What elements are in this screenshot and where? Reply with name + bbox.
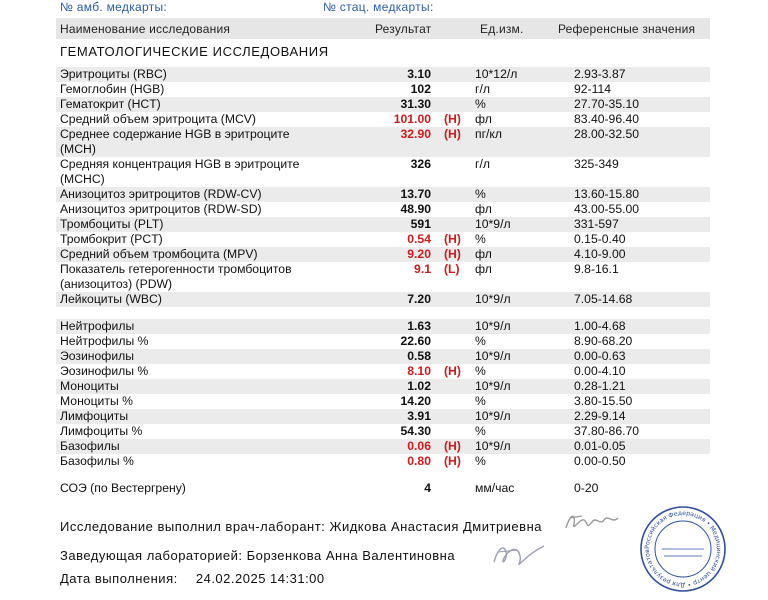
- row-unit: %: [475, 424, 486, 438]
- table-row: [56, 379, 710, 394]
- row-reference: 37.80-86.70: [574, 424, 640, 438]
- row-name: Гематокрит (HCT): [60, 97, 161, 111]
- row-flag: (H): [444, 454, 461, 468]
- row-value: 9.20: [407, 247, 431, 261]
- row-name: Средняя концентрация HGB в эритроците (MCHC): [60, 157, 300, 186]
- row-reference: 2.93-3.87: [574, 67, 626, 81]
- row-reference: 2.29-9.14: [574, 409, 626, 423]
- row-name: Среднее содержание HGB в эритроците (MCH): [60, 127, 290, 156]
- row-value: 13.70: [400, 187, 431, 201]
- table-header: [56, 18, 710, 39]
- row-unit: 10*9/л: [475, 319, 511, 333]
- row-unit: 10*9/л: [475, 439, 511, 453]
- row-name: Эритроциты (RBC): [60, 67, 167, 81]
- row-unit: 10*12/л: [475, 67, 518, 81]
- table-row: [56, 67, 710, 82]
- row-reference: 8.90-68.20: [574, 334, 633, 348]
- row-value: 22.60: [400, 334, 431, 348]
- row-value: 0.06: [407, 439, 431, 453]
- table-row: [56, 217, 710, 232]
- row-flag: (H): [444, 127, 461, 141]
- row-unit: г/л: [475, 157, 490, 171]
- results-table: [56, 67, 710, 469]
- row-value: 326: [410, 157, 431, 171]
- row-reference: 13.60-15.80: [574, 187, 640, 201]
- row-name: Нейтрофилы: [60, 319, 135, 333]
- stac-card-label: № стац. медкарты:: [323, 0, 434, 14]
- row-unit: 10*9/л: [475, 409, 511, 423]
- table-row: [56, 349, 710, 364]
- row-unit: %: [475, 334, 486, 348]
- top-card-labels: [0, 0, 768, 14]
- row-unit: %: [475, 97, 486, 111]
- row-reference: 28.00-32.50: [574, 127, 640, 141]
- row-unit: фл: [475, 112, 492, 126]
- row-value: 0.80: [407, 454, 431, 468]
- row-value: 9.1: [414, 262, 431, 276]
- row-name: Анизоцитоз эритроцитов (RDW-SD): [60, 202, 262, 216]
- row-value: 101.00: [393, 112, 431, 126]
- row-reference: 4.10-9.00: [574, 247, 626, 261]
- row-name: Анизоцитоз эритроцитов (RDW-CV): [60, 187, 262, 201]
- row-value: 14.20: [400, 394, 431, 408]
- table-row: [56, 202, 710, 217]
- header-units: Ед.изм.: [480, 22, 524, 36]
- row-name: Средний объем тромбоцита (MPV): [60, 247, 258, 261]
- table-row: [56, 319, 710, 334]
- table-row: [56, 112, 710, 127]
- row-unit: г/л: [475, 82, 490, 96]
- performer-name: Жидкова Анастасия Дмитриевна: [329, 519, 542, 534]
- row-value: 7.20: [407, 292, 431, 306]
- table-row: [56, 82, 710, 97]
- row-value: 54.30: [400, 424, 431, 438]
- row-name: Эозинофилы %: [60, 364, 149, 378]
- row-flag: (H): [444, 439, 461, 453]
- row-reference: 0.00-0.50: [574, 454, 626, 468]
- row-value: 3.91: [407, 409, 431, 423]
- row-reference: 0.00-0.63: [574, 349, 626, 363]
- row-reference: 83.40-96.40: [574, 112, 640, 126]
- row-reference: 331-597: [574, 217, 619, 231]
- header-result: Результат: [375, 22, 432, 36]
- row-unit: 10*9/л: [475, 379, 511, 393]
- head-label: Заведующая лабораторией:: [60, 548, 243, 563]
- row-name: Лимфоциты: [60, 409, 129, 423]
- table-row: [56, 232, 710, 247]
- row-unit: %: [475, 232, 486, 246]
- row-flag: (H): [444, 247, 461, 261]
- row-name: Эозинофилы: [60, 349, 135, 363]
- table-row: [56, 262, 710, 292]
- row-name: Базофилы %: [60, 454, 134, 468]
- table-row: [56, 292, 710, 307]
- row-value: 32.90: [400, 127, 431, 141]
- table-row: [56, 409, 710, 424]
- row-name: Тромбокрит (PCT): [60, 232, 163, 246]
- row-unit: фл: [475, 262, 492, 276]
- table-row: [56, 394, 710, 409]
- row-reference: 1.00-4.68: [574, 319, 626, 333]
- row-reference: 3.80-15.50: [574, 394, 633, 408]
- header-name: Наименование исследования: [60, 22, 231, 36]
- row-reference: 7.05-14.68: [574, 292, 633, 306]
- table-row: [56, 127, 710, 157]
- date-line: [60, 571, 325, 586]
- stamp-text: Российская Федерация • Медицинский центр • Для результатов: [643, 509, 723, 589]
- row-reference: 92-114: [574, 82, 612, 96]
- head-of-lab-line: [60, 548, 455, 563]
- row-value: 0.54: [407, 232, 431, 246]
- row-flag: (H): [444, 364, 461, 378]
- row-unit: фл: [475, 202, 492, 216]
- row-unit: %: [475, 187, 486, 201]
- row-flag: (H): [444, 232, 461, 246]
- head-signature: [488, 538, 548, 577]
- head-name: Борзенкова Анна Валентиновна: [246, 548, 456, 563]
- row-name: Моноциты: [60, 379, 119, 393]
- table-row: [56, 247, 710, 262]
- row-name: Лейкоциты (WBC): [60, 292, 162, 306]
- row-value: 8.10: [407, 364, 431, 378]
- performer-signature: [562, 508, 624, 543]
- table-row: [56, 364, 710, 379]
- row-unit: %: [475, 394, 486, 408]
- esr-name: СОЭ (по Вестергрену): [60, 481, 186, 495]
- row-name: Лимфоциты %: [60, 424, 143, 438]
- row-value: 3.10: [407, 67, 431, 81]
- esr-reference: 0-20: [574, 481, 599, 495]
- table-row: [56, 157, 710, 187]
- row-name: Показатель гетерогенности тромбоцитов (анизоцитоз) (PDW): [60, 262, 292, 291]
- row-unit: 10*9/л: [475, 217, 511, 231]
- row-name: Базофилы: [60, 439, 120, 453]
- performer-line: [60, 519, 542, 534]
- amb-card-label: № амб. медкарты:: [60, 0, 168, 14]
- row-reference: 325-349: [574, 157, 619, 171]
- row-value: 1.63: [407, 319, 431, 333]
- row-value: 0.58: [407, 349, 431, 363]
- esr-value: 4: [424, 481, 431, 495]
- row-unit: 10*9/л: [475, 349, 511, 363]
- row-reference: 43.00-55.00: [574, 202, 640, 216]
- row-name: Гемоглобин (HGB): [60, 82, 165, 96]
- row-name: Моноциты %: [60, 394, 133, 408]
- table-row: [56, 97, 710, 112]
- row-value: 31.30: [400, 97, 431, 111]
- row-flag: (H): [444, 112, 461, 126]
- performer-label: Исследование выполнил врач-лаборант:: [60, 519, 326, 534]
- row-unit: пг/кл: [475, 127, 503, 141]
- table-row: [56, 187, 710, 202]
- row-name: Тромбоциты (PLT): [60, 217, 164, 231]
- row-value: 1.02: [407, 379, 431, 393]
- row-unit: 10*9/л: [475, 292, 511, 306]
- row-value: 591: [410, 217, 431, 231]
- row-unit: %: [475, 364, 486, 378]
- row-reference: 27.70-35.10: [574, 97, 640, 111]
- esr-row: [56, 481, 710, 496]
- row-value: 48.90: [400, 202, 431, 216]
- date-label: Дата выполнения:: [60, 571, 178, 586]
- row-reference: 9.8-16.1: [574, 262, 619, 276]
- table-row: [56, 454, 710, 469]
- table-row: [56, 424, 710, 439]
- row-value: 102: [410, 82, 431, 96]
- esr-unit: мм/час: [475, 481, 515, 495]
- table-row: [56, 439, 710, 454]
- section-title: ГЕМАТОЛОГИЧЕСКИЕ ИССЛЕДОВАНИЯ: [60, 44, 329, 59]
- row-reference: 0.28-1.21: [574, 379, 626, 393]
- clinic-stamp: [638, 504, 728, 599]
- table-row: [56, 334, 710, 349]
- row-name: Нейтрофилы %: [60, 334, 149, 348]
- date-value: 24.02.2025 14:31:00: [195, 571, 325, 586]
- row-flag: (L): [444, 262, 460, 276]
- row-reference: 0.00-4.10: [574, 364, 626, 378]
- row-unit: %: [475, 454, 486, 468]
- row-reference: 0.15-0.40: [574, 232, 626, 246]
- row-unit: фл: [475, 247, 492, 261]
- row-reference: 0.01-0.05: [574, 439, 626, 453]
- row-name: Средний объем эритроцита (MCV): [60, 112, 256, 126]
- header-reference: Референсные значения: [558, 22, 696, 36]
